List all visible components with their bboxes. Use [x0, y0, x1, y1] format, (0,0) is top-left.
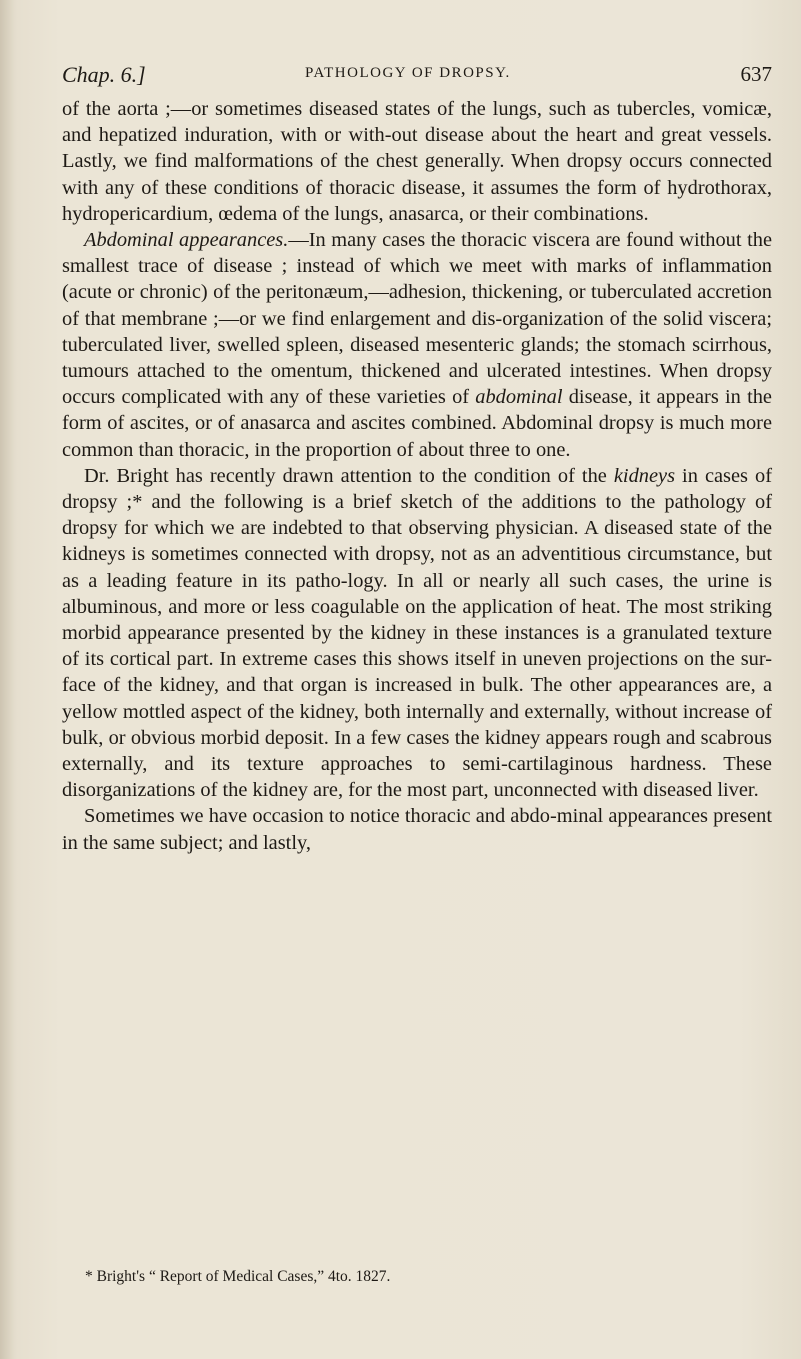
paragraph-4 — [62, 803, 772, 855]
emphasis-kidneys: kidneys — [613, 464, 676, 487]
paragraph-3-text-a: Dr. Bright has recently drawn attention to the condition of the — [84, 464, 614, 487]
paragraph-2 — [62, 227, 772, 463]
paragraph-1 — [62, 96, 772, 227]
page-header — [62, 60, 772, 90]
section-heading-abdominal-appearances: Abdominal appearances. — [84, 229, 289, 252]
page-number: 637 — [740, 62, 772, 86]
page-gutter-shadow — [0, 0, 14, 1359]
paragraph-4-text: Sometimes we have occasion to notice thoracic and abdo-minal appearances present in the same subject; and lastly, — [62, 805, 772, 854]
paragraph-3 — [62, 463, 772, 804]
paragraph-3-text-b: in cases of dropsy ;* and the following is a brief sketch of the additions to the pathology of dropsy for which we are indebted to that observing physician. A diseased state of the kidneys is sometimes connected with dropsy, not as an adventitious circumstance, but as a leading feature in its patho-logy. In all or nearly all such cases, the urine is albuminous, and more or less coagulable on the application of heat. The most striking morbid appearance presented by the kidney in these instances is a granulated texture of its cortical part. In extreme cases this shows itself in uneven projections on the sur-face of the kidney, and that organ is increased in bulk. The other appearances are, a yellow mottled aspect of the kidney, both internally and externally, without increase of bulk, or obvious morbid deposit. In a few cases the kidney appears rough and scabrous externally, and its texture approaches to semi-cartilaginous hardness. These disorganizations of the kidney are, for the most part, unconnected with diseased liver. — [62, 464, 772, 802]
paragraph-2-text-b: disease, it appears in the form of ascites, or of anasarca and ascites combined. Abdominal dropsy is much more common than thoracic, in the proportion of about three to one. — [62, 386, 772, 461]
footnote: * Bright's “ Report of Medical Cases,” 4to. 1827. — [85, 1268, 391, 1285]
chapter-label: Chap. 6.] — [62, 62, 146, 87]
running-title: PATHOLOGY OF DROPSY. — [305, 65, 511, 81]
body-text — [62, 96, 772, 856]
paragraph-2-text-a: —In many cases the thoracic viscera are found without the smallest trace of disease ; instead of which we meet with marks of inflammation (acute or chronic) of the peritonæum,—adhesion, thickening, or tuberculated accretion of that membrane ;—or we find enlargement and dis-organization of the solid viscera; tuberculated liver, swelled spleen, diseased mesenteric glands; the stomach scirrhous, tumours attached to the omentum, thickened and ulcerated intestines. When dropsy occurs complicated with any of these varieties of — [62, 229, 772, 409]
emphasis-abdominal: abdominal — [475, 386, 563, 409]
paragraph-1-text: of the aorta ;—or sometimes diseased states of the lungs, such as tubercles, vomicæ, and hepatized induration, with or with-out disease about the heart and great vessels. Lastly, we find malformations of the chest generally. When dropsy occurs connected with any of these conditions of thoracic disease, it assumes the form of hydrothorax, hydropericardium, œdema of the lungs, anasarca, or their combinations. — [62, 98, 772, 225]
